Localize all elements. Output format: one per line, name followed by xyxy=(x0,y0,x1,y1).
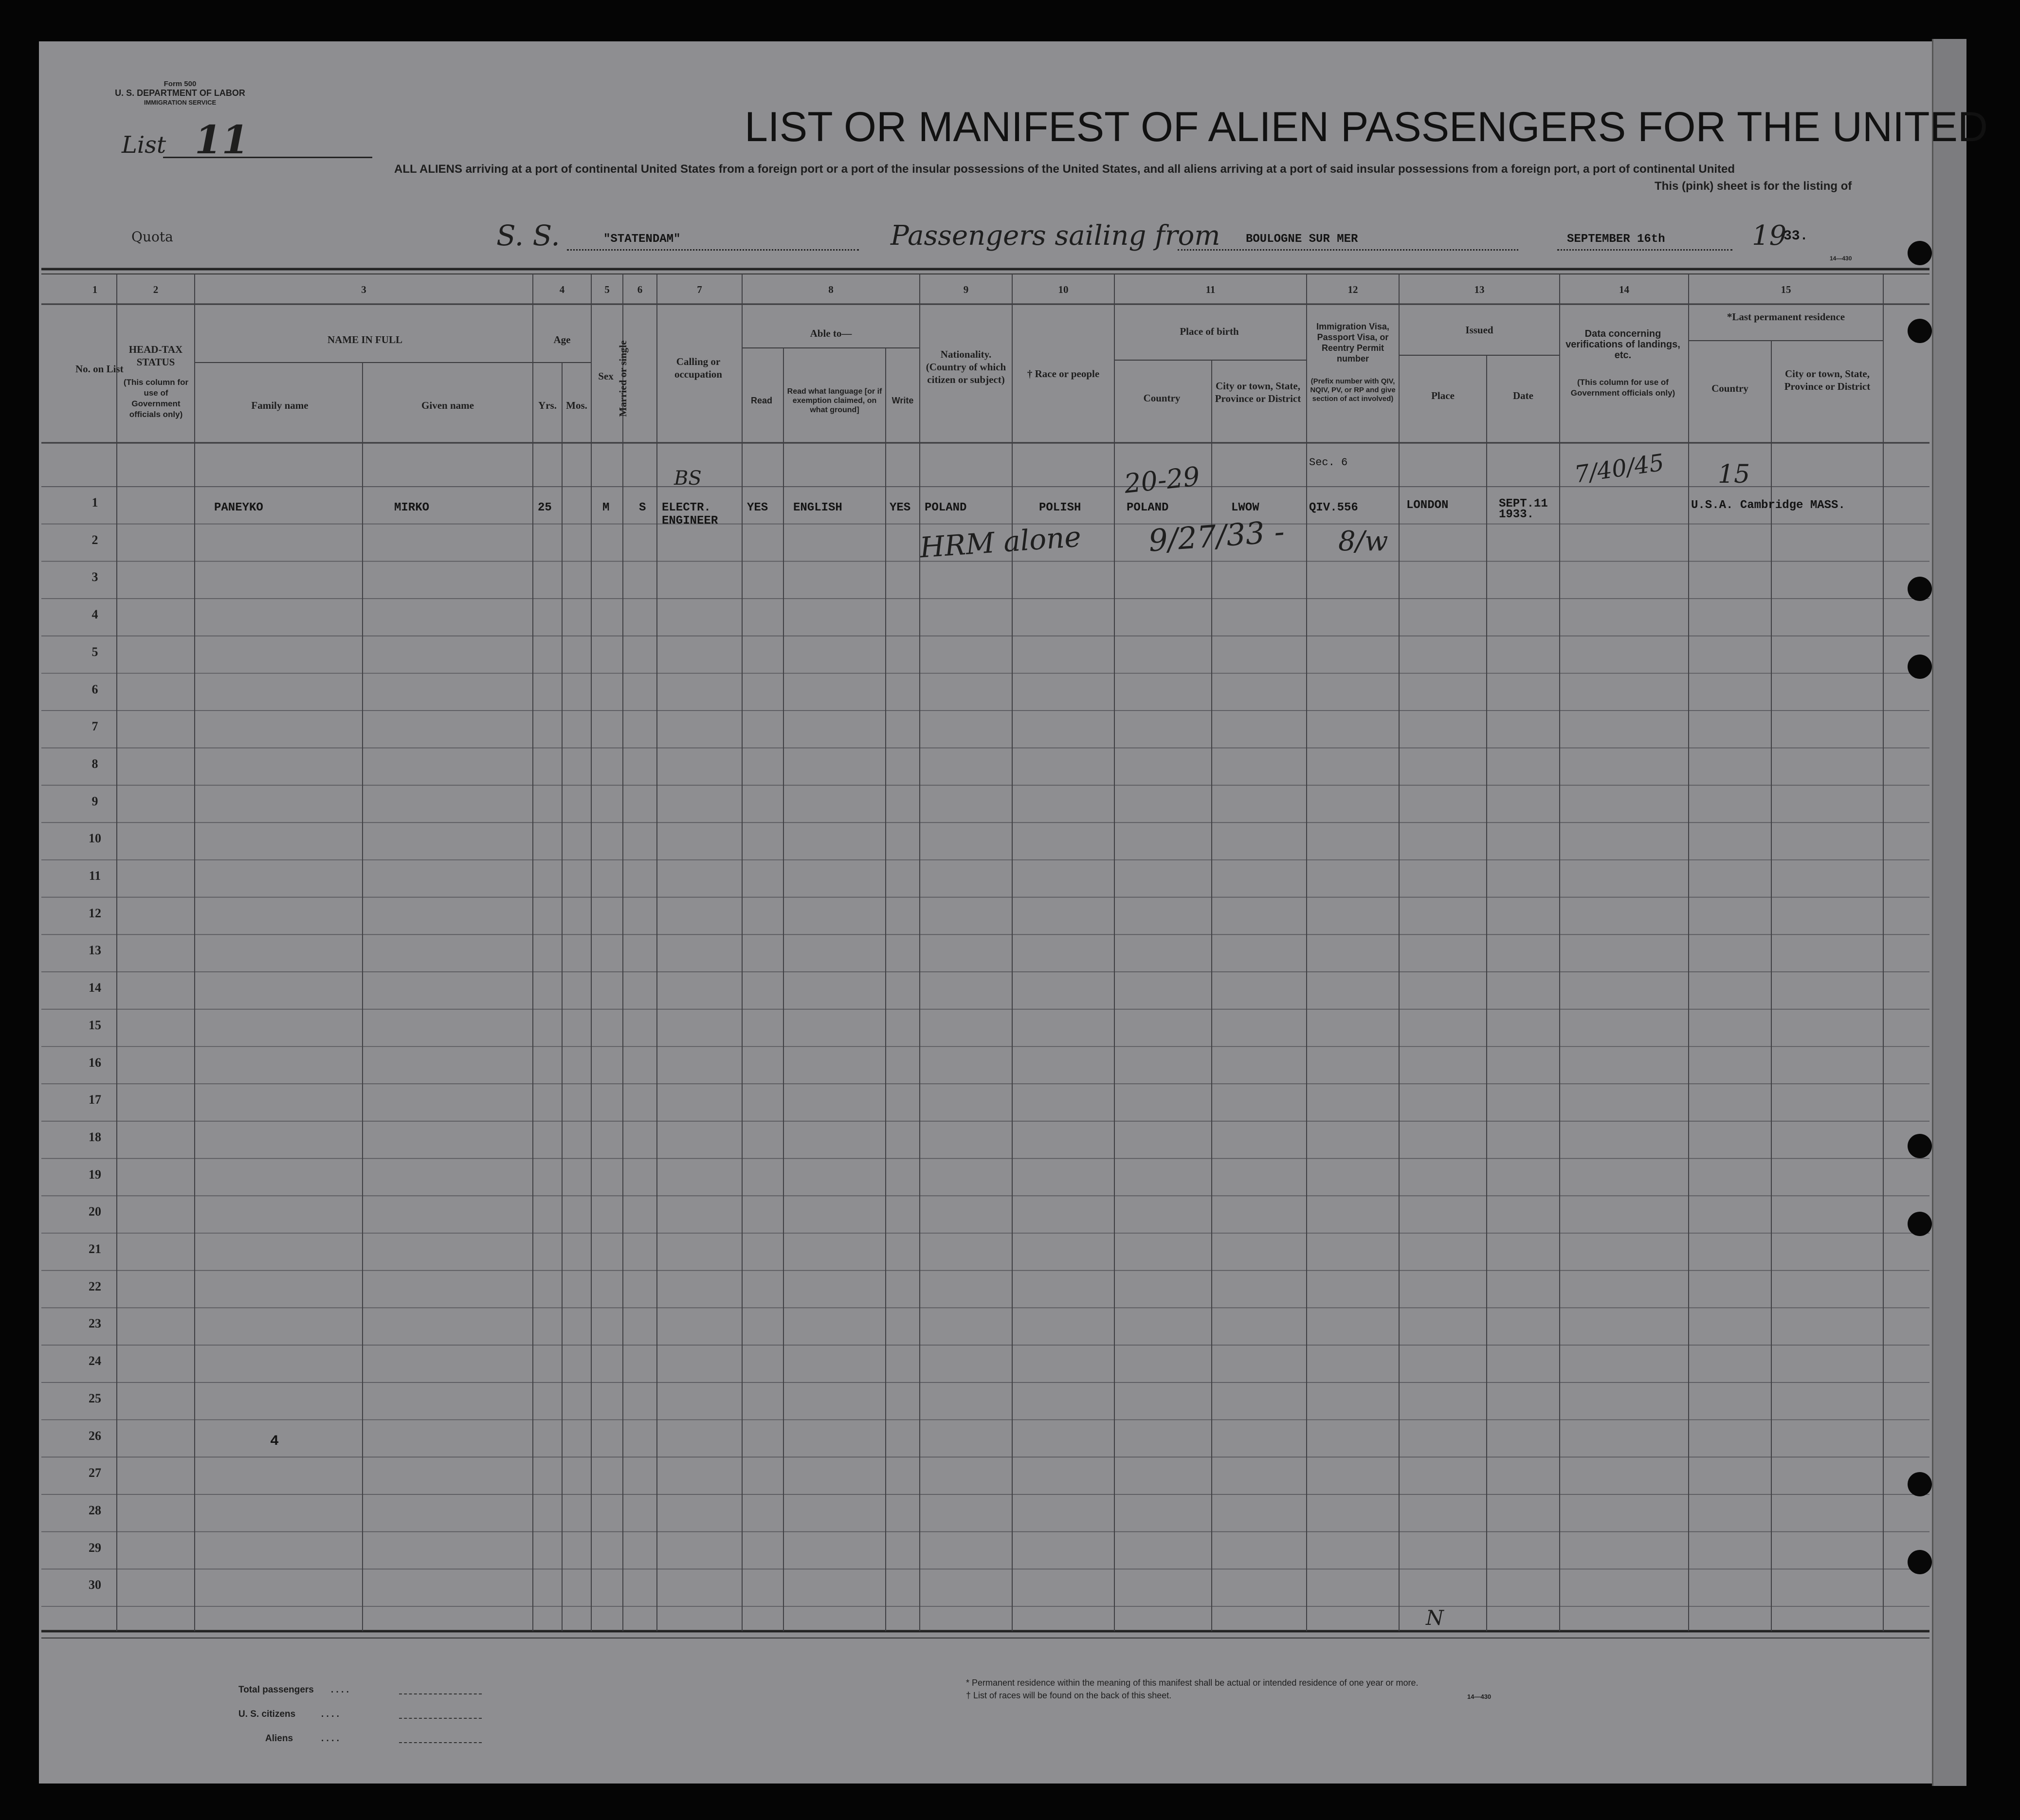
row-number: 8 xyxy=(91,756,98,771)
footer-note-permanent: * Permanent residence within the meaning of this manifest shall be actual or intended residence of one year or more. xyxy=(966,1678,1419,1688)
list-label: List xyxy=(122,131,166,159)
footer-dots-3: . . . . xyxy=(321,1733,339,1744)
footer-line-3 xyxy=(399,1742,482,1743)
header-family-name: Family name xyxy=(251,400,309,411)
punch-hole xyxy=(1908,319,1932,343)
row-number: 1 xyxy=(91,495,98,510)
form-code-top: 14—430 xyxy=(1830,255,1852,262)
header-res-city: City or town, State, Province or District xyxy=(1784,368,1871,392)
ship-name: "STATENDAM" xyxy=(603,233,681,246)
entry-birth-country: POLAND xyxy=(1127,501,1169,514)
header-write: Write xyxy=(892,396,914,405)
row-number: 3 xyxy=(91,570,98,584)
header-birth-city: City or town, State, Province or District xyxy=(1215,380,1301,404)
row-number: 30 xyxy=(89,1578,101,1592)
sailing-date: SEPTEMBER 16th xyxy=(1567,233,1665,246)
header-read-language: Read what language [or if exemption claimed, on what ground] xyxy=(787,387,882,414)
note-residence: 15 xyxy=(1718,460,1750,489)
row-number: 18 xyxy=(89,1129,101,1144)
bottom-mark: N xyxy=(1426,1606,1444,1630)
header-yrs: Yrs. xyxy=(538,400,557,411)
row-number: 22 xyxy=(89,1279,101,1293)
header-issued-place: Place xyxy=(1431,390,1455,401)
row-number: 23 xyxy=(89,1316,101,1331)
row-number: 7 xyxy=(91,719,98,734)
entry-issued-date-1: SEPT.11 xyxy=(1499,497,1548,510)
header-landings-note: (This column for use of Government officials only) xyxy=(1570,378,1675,398)
column-number: 7 xyxy=(697,284,702,295)
row-number: 11 xyxy=(89,869,101,883)
punch-hole xyxy=(1908,1134,1932,1158)
punch-hole xyxy=(1908,655,1932,679)
header-able-to: Able to— xyxy=(810,328,852,339)
entry-issued-date-2: 1933. xyxy=(1499,508,1534,521)
header-issued-date: Date xyxy=(1513,390,1533,401)
header-calling: Calling or occupation xyxy=(674,356,722,380)
header-no-on-list: No. on List xyxy=(75,363,124,375)
row-number: 19 xyxy=(89,1167,101,1182)
column-number: 5 xyxy=(604,284,610,295)
footer-line-2 xyxy=(399,1718,482,1719)
row-number: 4 xyxy=(91,607,98,622)
header-race: † Race or people xyxy=(1027,368,1100,380)
header-place-of-birth: Place of birth xyxy=(1180,326,1239,337)
note-nationality: HRM alone xyxy=(919,520,1082,564)
column-number: 13 xyxy=(1474,284,1485,295)
note-occupation: BS xyxy=(674,467,702,490)
list-number: 11 xyxy=(195,117,249,163)
row-number: 27 xyxy=(89,1466,101,1480)
year-prefix: 19 xyxy=(1752,220,1787,252)
year-suffix: 33. xyxy=(1783,229,1808,244)
entry-given-name: MIRKO xyxy=(394,501,430,514)
row-number: 12 xyxy=(89,906,101,920)
header-last-residence: *Last permanent residence xyxy=(1727,311,1845,323)
row-number: 24 xyxy=(89,1354,101,1368)
header-married: Married or single xyxy=(617,340,629,417)
date-underline xyxy=(1557,249,1732,251)
header-issued: Issued xyxy=(1465,324,1493,336)
entry-issued-place: LONDON xyxy=(1406,499,1449,512)
row-number: 20 xyxy=(89,1204,101,1219)
entry-occupation-2: ENGINEER xyxy=(662,514,718,528)
column-number: 2 xyxy=(153,284,159,295)
row-number: 16 xyxy=(89,1055,101,1070)
column-number: 14 xyxy=(1619,284,1629,295)
header-age: Age xyxy=(553,334,571,346)
sailing-label: Passengers sailing from xyxy=(891,220,1220,252)
column-number: 10 xyxy=(1058,284,1069,295)
column-number: 1 xyxy=(92,284,98,295)
quota-label: Quota xyxy=(131,229,173,245)
row-number: 5 xyxy=(91,644,98,659)
header-name-in-full: NAME IN FULL xyxy=(327,334,402,346)
entry-sex: M xyxy=(602,501,610,514)
form-code-bottom: 14—430 xyxy=(1467,1693,1492,1700)
entry-nationality: POLAND xyxy=(925,501,967,514)
note-birth-1: 20-29 xyxy=(1123,461,1201,499)
entry-age: 25 xyxy=(538,501,552,514)
row-number: 2 xyxy=(91,532,98,547)
note-landing: 7/40/45 xyxy=(1573,449,1666,489)
column-number: 15 xyxy=(1781,284,1791,295)
entry-language: ENGLISH xyxy=(793,501,842,514)
entry-visa-number: QIV.556 xyxy=(1309,501,1358,514)
entry-last-residence: U.S.A. Cambridge MASS. xyxy=(1691,499,1845,512)
header-visa-note: (Prefix number with QIV, NQIV, PV, or RP and give section of act involved) xyxy=(1310,377,1396,403)
punch-hole xyxy=(1908,241,1932,265)
entry-birth-city: LWOW xyxy=(1231,501,1259,514)
column-number: 8 xyxy=(828,284,834,295)
list-underline xyxy=(163,157,372,158)
row-number: 13 xyxy=(89,943,101,958)
entry-write: YES xyxy=(890,501,911,514)
column-number: 6 xyxy=(637,284,643,295)
header-head-tax: HEAD-TAX STATUS xyxy=(128,344,183,368)
row-number: 26 xyxy=(89,1428,101,1443)
entry-family-name: PANEYKO xyxy=(214,501,263,514)
punch-hole xyxy=(1908,1550,1932,1574)
port-underline xyxy=(1178,249,1518,251)
row-number: 25 xyxy=(89,1391,101,1405)
footer-aliens: Aliens xyxy=(265,1733,293,1744)
footer-us-citizens: U. S. citizens xyxy=(238,1709,296,1719)
header-birth-country: Country xyxy=(1143,392,1181,404)
row-number: 10 xyxy=(89,831,101,846)
header-mos: Mos. xyxy=(566,400,587,411)
entry-race: POLISH xyxy=(1039,501,1081,514)
entry-visa-section: Sec. 6 xyxy=(1309,456,1348,469)
row-number: 6 xyxy=(91,682,98,696)
row-number: 9 xyxy=(91,794,98,808)
header-nationality: Nationality. (Country of which citizen or subject) xyxy=(926,348,1006,385)
column-number: 9 xyxy=(963,284,969,295)
entry-married: S xyxy=(639,501,646,514)
row-number: 21 xyxy=(89,1242,101,1256)
row-number: 15 xyxy=(89,1018,101,1032)
row-number: 14 xyxy=(89,981,101,995)
footer-total-passengers: Total passengers xyxy=(238,1685,314,1695)
subtitle-line-1: ALL ALIENS arriving at a port of continental United States from a foreign port or a port of the insular possessions of the United States, and all aliens arriving at a port of said insular possessions from a foreign port, a port of continental United xyxy=(394,163,1735,176)
ship-underline xyxy=(567,249,859,251)
subtitle-line-2: This (pink) sheet is for the listing of xyxy=(1655,180,1852,193)
column-number: 4 xyxy=(559,284,565,295)
row-number: 29 xyxy=(89,1540,101,1555)
column-number: 3 xyxy=(361,284,366,295)
page-title: LIST OR MANIFEST OF ALIEN PASSENGERS FOR THE UNITED xyxy=(745,104,1988,150)
note-visa: 8/w xyxy=(1338,526,1388,557)
ss-label: S. S. xyxy=(496,219,560,252)
port-name: BOULOGNE SUR MER xyxy=(1246,233,1358,246)
entry-read: YES xyxy=(747,501,768,514)
column-number: 11 xyxy=(1205,284,1216,295)
footer-dots-2: . . . . xyxy=(321,1709,339,1719)
column-number: 12 xyxy=(1347,284,1358,295)
footer-line-1 xyxy=(399,1693,482,1694)
header-sex: Sex xyxy=(598,370,614,382)
form-number: Form 500 xyxy=(164,80,197,88)
footer-note-races: † List of races will be found on the back of this sheet. xyxy=(966,1691,1172,1700)
row25-mark: 4 xyxy=(270,1433,279,1450)
row-number: 17 xyxy=(89,1092,101,1107)
header-visa: Immigration Visa, Passport Visa, or Reentry Permit number xyxy=(1316,322,1389,364)
punch-hole xyxy=(1908,577,1932,601)
department-name: U. S. DEPARTMENT OF LABOR xyxy=(115,88,245,98)
header-landings: Data concerning verifications of landings, etc. xyxy=(1565,328,1680,361)
header-given-name: Given name xyxy=(421,400,474,411)
footer-dots-1: . . . . xyxy=(331,1685,349,1695)
header-head-tax-note: (This column for use of Government officials only) xyxy=(123,378,189,419)
punch-hole xyxy=(1908,1472,1932,1496)
punch-hole xyxy=(1908,1212,1932,1236)
header-read: Read xyxy=(750,396,772,405)
row-number: 28 xyxy=(89,1503,101,1517)
service-name: IMMIGRATION SERVICE xyxy=(144,99,217,106)
header-res-country: Country xyxy=(1711,382,1748,394)
note-birth-2: 9/27/33 - xyxy=(1147,513,1286,559)
entry-occupation-1: ELECTR. xyxy=(662,501,711,514)
